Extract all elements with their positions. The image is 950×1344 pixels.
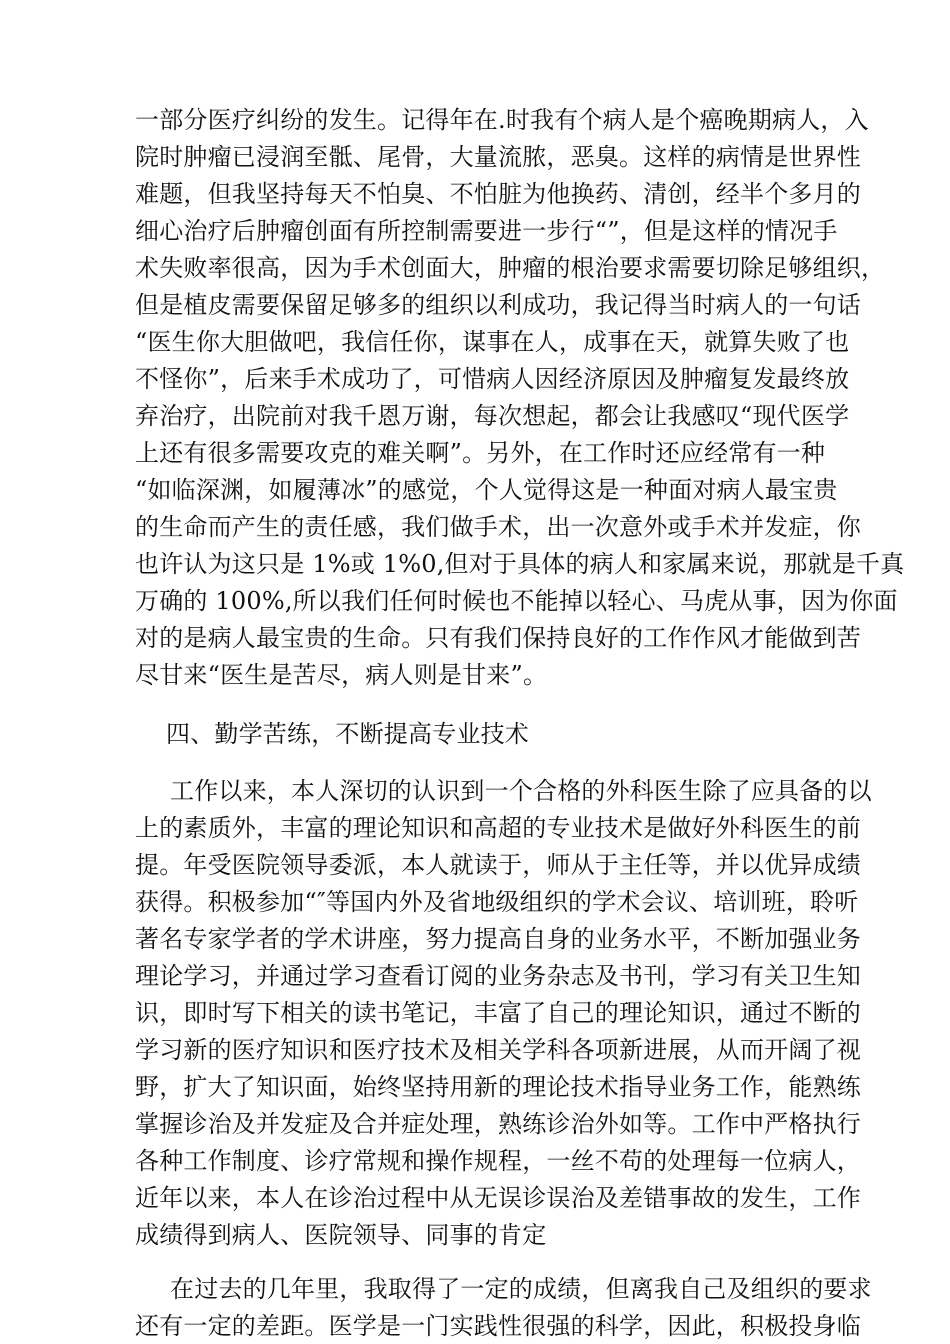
paragraph-2-line: 近年以来，本人在诊治过程中从无误诊误治及差错事故的发生，工作 <box>135 1184 861 1212</box>
paragraph-1-line: 但是植皮需要保留足够多的组织以利成功，我记得当时病人的一句话 <box>135 291 861 319</box>
paragraph-3-line: 还有一定的差距。医学是一门实践性很强的科学，因此，积极投身临 <box>135 1312 861 1340</box>
paragraph-1-line: 一部分医疗纠纷的发生。记得年在.时我有个病人是个癌晚期病人，入 <box>135 106 869 134</box>
paragraph-2-line: 野，扩大了知识面，始终坚持用新的理论技术指导业务工作，能熟练 <box>135 1073 861 1101</box>
paragraph-1-line: 尽甘来“医生是苦尽，病人则是甘来”。 <box>135 661 548 689</box>
paragraph-2-line: 识，即时写下相关的读书笔记，丰富了自己的理论知识，通过不断的 <box>135 999 861 1027</box>
paragraph-2-line: 著名专家学者的学术讲座，努力提高自身的业务水平，不断加强业务 <box>135 925 861 953</box>
paragraph-2-line: 成绩得到病人、医院领导、同事的肯定 <box>135 1221 547 1249</box>
section-heading: 四、勤学苦练，不断提高专业技术 <box>166 720 529 748</box>
paragraph-1-line: 不怪你”，后来手术成功了，可惜病人因经济原因及肿瘤复发最终放 <box>135 365 850 393</box>
paragraph-2-line: 学习新的医疗知识和医疗技术及相关学科各项新进展，从而开阔了视 <box>135 1036 861 1064</box>
paragraph-1-line: 的生命而产生的责任感，我们做手术，出一次意外或手术并发症，你 <box>135 513 861 541</box>
paragraph-2-line: 工作以来，本人深切的认识到一个合格的外科医生除了应具备的以 <box>170 777 872 805</box>
paragraph-2-line: 各种工作制度、诊疗常规和操作规程，一丝不苟的处理每一位病人， <box>135 1147 861 1175</box>
paragraph-1-line: 对的是病人最宝贵的生命。只有我们保持良好的工作作风才能做到苦 <box>135 624 861 652</box>
paragraph-1-line: 弃治疗，出院前对我千恩万谢，每次想起，都会让我感叹“现代医学 <box>135 402 850 430</box>
paragraph-2-line: 上的素质外，丰富的理论知识和高超的专业技术是做好外科医生的前 <box>135 814 861 842</box>
paragraph-2-line: 掌握诊治及并发症及合并症处理，熟练诊治外如等。工作中严格执行 <box>135 1110 861 1138</box>
paragraph-3-line: 在过去的几年里，我取得了一定的成绩，但离我自己及组织的要求 <box>170 1275 872 1303</box>
paragraph-2-line: 获得。积极参加“″等国内外及省地级组织的学术会议、培训班，聆听 <box>135 888 859 916</box>
paragraph-1-line: 细心治疗后肿瘤创面有所控制需要进一步行“”，但是这样的情况手 <box>135 217 838 245</box>
paragraph-2-line: 理论学习，并通过学习查看订阅的业务杂志及书刊，学习有关卫生知 <box>135 962 861 990</box>
paragraph-1-line: “医生你大胆做吧，我信任你，谋事在人，成事在天，就算失败了也 <box>135 328 850 356</box>
paragraph-1-line: 术失败率很高，因为手术创面大，肿瘤的根治要求需要切除足够组织， <box>135 254 886 282</box>
paragraph-1-line: 院时肿瘤已浸润至骶、尾骨，大量流脓，恶臭。这样的病情是世界性 <box>135 143 861 171</box>
paragraph-1-line: 难题，但我坚持每天不怕臭、不怕脏为他换药、清创，经半个多月的 <box>135 180 861 208</box>
paragraph-1-line: 上还有很多需要攻克的难关啊”。另外，在工作时还应经常有一种 <box>135 439 826 467</box>
paragraph-1-line: 万确的 100%,所以我们任何时候也不能掉以轻心、马虎从事，因为你面 <box>135 587 898 615</box>
paragraph-1-line: 也许认为这只是 1%或 1%0,但对于具体的病人和家属来说，那就是千真 <box>135 550 905 578</box>
paragraph-1-line: “如临深渊，如履薄冰”的感觉，个人觉得这是一种面对病人最宝贵 <box>135 476 838 504</box>
paragraph-2-line: 提。年受医院领导委派，本人就读于，师从于主任等，并以优异成绩 <box>135 851 861 879</box>
